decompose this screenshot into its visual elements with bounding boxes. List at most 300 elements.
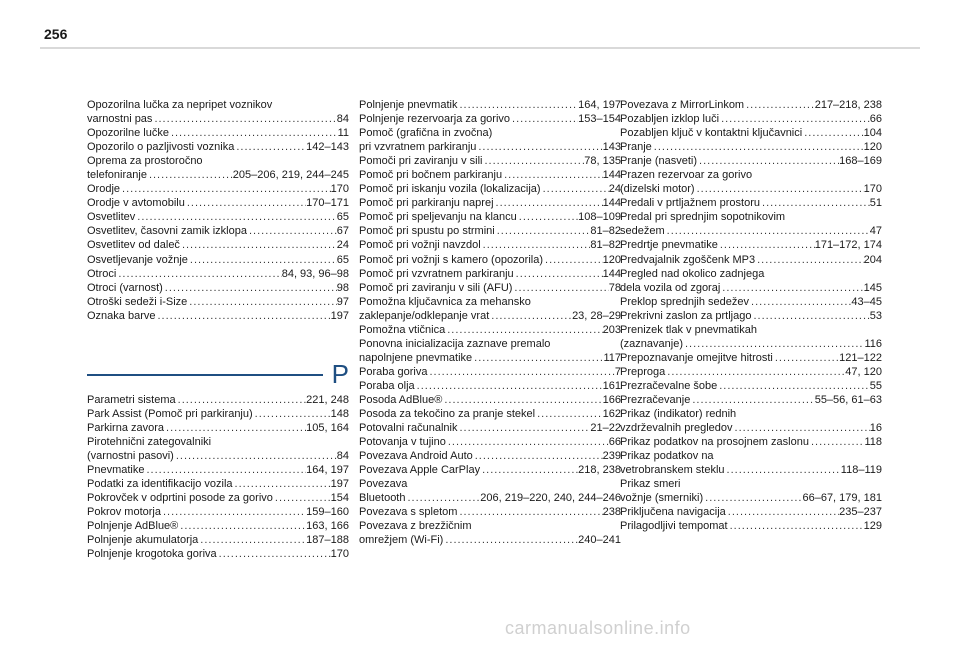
index-entry-term: Polnjenje akumulatorja [87,534,199,547]
page-reference: 197 [330,478,349,491]
page-reference: 170 [863,183,882,196]
index-entry [359,435,621,449]
dot-leader [717,379,870,393]
page-reference: 67 [336,225,349,238]
page-reference: 53 [869,309,882,322]
page-reference: 81–82 [590,239,621,252]
dot-leader [760,196,870,210]
index-entry-term: Pomoč pri iskanju vozila (lokalizacija) [359,183,541,196]
index-entry [87,210,349,224]
dot-leader [733,421,870,435]
index-entry-term: sedežem [620,225,665,238]
page-reference: 108–109 [578,211,621,224]
index-entry-text: Prenizek tlak v pnevmatikah [620,323,757,336]
index-entry-term: Pomoč pri zaviranju v sili (AFU) [359,281,513,294]
index-entry [359,210,621,224]
dot-leader [476,140,602,154]
index-entry-term: telefoniranje [87,169,147,182]
index-entry [87,182,349,196]
index-entry-term: Pranje (nasveti) [620,155,698,168]
dot-leader [495,224,591,238]
index-entry [359,267,621,281]
index-entry [620,126,882,140]
page-reference: 21–22 [590,422,621,435]
index-column-2 [359,98,621,548]
dot-leader [481,238,591,252]
dot-leader [494,196,603,210]
page-reference: 221, 248 [306,393,349,406]
page-reference: 24 [336,239,349,252]
page-reference: 120 [602,253,621,266]
index-column-3 [620,98,882,533]
index-entry [87,309,349,323]
index-column-1 [87,98,349,561]
index-entry [359,421,621,435]
page-reference: 144 [602,169,621,182]
index-entry [620,449,882,477]
page-reference: 187–188 [306,534,349,547]
index-entry-term: Prekrivni zaslon za prtljago [620,309,752,322]
index-entry [620,519,882,533]
index-entry-text: Pomoč (grafična in zvočna) [359,127,493,140]
index-entry-term: Pozabljen izklop luči [620,113,720,126]
page-reference: 154 [330,492,349,505]
index-entry [87,224,349,238]
dot-leader [773,351,839,365]
dot-leader [169,126,338,140]
index-entry-term: Poraba goriva [359,365,428,378]
dot-leader [188,253,337,267]
dot-leader [178,519,306,533]
page-reference: 7 [614,365,621,378]
index-entry-term: Polnjenje krogotoka goriva [87,548,217,561]
index-entry-term: zaklepanje/odklepanje vrat [359,309,490,322]
page-reference: 163, 166 [306,520,349,533]
page-reference: 162 [602,408,621,421]
index-entry [359,196,621,210]
page-reference: 117 [603,351,621,364]
index-entry-term: pri vzvratnem parkiranju [359,141,477,154]
index-entry [87,154,349,182]
dot-leader [703,491,802,505]
index-entry-term: Pranje [620,141,652,154]
dot-leader [147,168,233,182]
page-reference: 148 [330,407,349,420]
index-entry-term: Opozorilne lučke [87,127,169,140]
index-entry-term: Pomožna vtičnica [359,323,446,336]
page-reference: 206, 219–220, 240, 244–246 [480,492,621,505]
index-entry [620,323,882,351]
dot-leader [512,281,608,295]
page-reference: 240–241 [578,534,621,547]
index-entry-term: Podatki za identifikacijo vozila [87,478,233,491]
dot-leader [665,365,845,379]
dot-leader [535,407,603,421]
dot-leader [247,224,337,238]
index-entry-term: vzdrževalnih pregledov [620,422,733,435]
index-entry [620,140,882,154]
header-rule [40,47,920,49]
index-entry-term: Opozorilo o pazljivosti voznika [87,141,235,154]
index-entry-term: Pomoči pri zaviranju v sili [359,155,483,168]
dot-leader [482,154,584,168]
dot-leader [480,463,578,477]
page-reference: 164, 197 [306,463,349,476]
page-reference: 217–218, 238 [814,99,882,111]
page-reference: 170 [330,548,349,561]
index-entry-term: Pokrovček v odprtini posode za gorivo [87,492,273,505]
dot-leader [744,98,815,112]
index-entry [87,253,349,267]
dot-leader [180,238,337,252]
dot-leader [120,182,331,196]
dot-leader [443,533,578,547]
index-entry-term: (zaznavanje) [620,337,683,350]
dot-leader [187,295,336,309]
index-entry [359,168,621,182]
index-entry-term: Otroci (varnost) [87,281,163,294]
index-entry [359,477,621,505]
dot-leader [514,267,603,281]
index-entry [359,407,621,421]
index-entry-text: Pirotehnični zategovalniki [87,435,212,448]
index-entry-text: Predal pri sprednjim sopotnikovim [620,211,786,224]
index-entry [620,267,882,295]
page-reference: 51 [869,197,882,210]
index-entry-term: Potovalni računalnik [359,422,458,435]
index-entry [620,393,882,407]
dot-leader [749,295,851,309]
index-entry-term: Osvetlitev, časovni zamik izklopa [87,225,247,238]
index-entry [87,407,349,421]
index-entry [87,519,349,533]
index-entry [359,98,621,112]
page-reference: 84 [336,113,349,126]
index-entry [620,365,882,379]
page-number: 256 [44,26,68,42]
dot-leader [185,196,306,210]
index-entry-term: Prezračevalne šobe [620,379,718,392]
page-reference: 105, 164 [306,421,349,434]
dot-leader [273,491,331,505]
index-entry [620,210,882,238]
index-entry [359,463,621,477]
index-entry [620,238,882,252]
index-entry-term: vetrobranskem steklu [620,464,725,477]
index-entry-term: (dizelski motor) [620,183,695,196]
index-entry-term: Polnjenje pnevmatik [359,99,458,111]
index-entry-term: Prilagodljivi tempomat [620,520,728,533]
index-entry-text: Prikaz smeri [620,478,681,491]
index-entry-term: Poraba olja [359,379,415,392]
index-entry-term: Povezava Apple CarPlay [359,464,481,477]
index-list [359,98,621,548]
dot-leader [415,379,603,393]
index-entry-term: Parametri sistema [87,393,176,406]
index-entry [87,295,349,309]
index-entry-term: Predvajalnik zgoščenk MP3 [620,253,756,266]
index-entry-term: Pomoč pri vožnji s kamero (opozorila) [359,253,544,266]
page-reference: 129 [863,520,882,533]
page-reference: 170–171 [306,197,349,210]
page-reference: 104 [863,127,882,140]
page-reference: 168–169 [839,155,882,168]
dot-leader [809,435,865,449]
dot-leader [725,463,841,477]
page-reference: 144 [602,267,621,280]
index-entry [87,98,349,126]
index-entry-text: Povezava z brezžičnim [359,520,472,533]
index-entry [87,505,349,519]
dot-leader [719,112,870,126]
index-list [620,98,882,533]
dot-leader [473,449,603,463]
page-reference: 164, 197 [578,99,621,111]
page-reference: 65 [336,211,349,224]
index-entry-term: Polnjenje rezervoarja za gorivo [359,113,511,126]
index-entry-term: Posoda AdBlue® [359,393,443,406]
dot-leader [517,210,578,224]
page-reference: 118 [864,436,882,449]
dot-leader [665,224,870,238]
index-entry [620,98,882,112]
index-entry [87,126,349,140]
dot-leader [543,253,603,267]
index-entry [620,351,882,365]
dot-leader [695,182,864,196]
index-entry-text: Pregled nad okolico zadnjega [620,267,765,280]
dot-leader [472,351,603,365]
index-entry [620,295,882,309]
index-entry [87,393,349,407]
index-entry-term: Preklop sprednjih sedežev [620,295,750,308]
page-reference: 24 [608,183,621,196]
index-list-o [87,98,349,323]
index-entry [359,519,621,547]
dot-leader [755,253,864,267]
page-reference: 145 [863,281,882,294]
page-reference: 161 [602,379,621,392]
index-entry-term: Otroci [87,267,117,280]
index-entry-term: Park Assist (Pomoč pri parkiranju) [87,407,253,420]
page-reference: 98 [336,281,349,294]
index-entry-term: Prikaz podatkov na prosojnem zaslonu [620,436,809,449]
index-entry-term: Parkirna zavora [87,421,165,434]
index-entry [359,253,621,267]
index-entry [359,323,621,337]
index-entry-term: Predali v prtljažnem prostoru [620,197,761,210]
index-entry [359,281,621,295]
dot-leader [164,421,306,435]
index-entry-term: Orodje [87,183,121,196]
page-reference: 65 [336,253,349,266]
page-reference: 66–67, 179, 181 [802,492,882,505]
index-entry [359,505,621,519]
page-reference: 43–45 [851,295,882,308]
page-reference: 203 [602,323,621,336]
page-reference: 238 [602,506,621,519]
page-reference: 218, 238 [578,464,621,477]
dot-leader [751,309,869,323]
index-entry [620,505,882,519]
page-reference: 143 [602,141,621,154]
index-entry-term: Bluetooth [359,492,406,505]
dot-leader [502,168,603,182]
index-entry [359,449,621,463]
dot-leader [161,505,306,519]
index-entry [87,491,349,505]
page-reference: 204 [863,253,882,266]
page-reference: 205–206, 219, 244–245 [232,169,349,182]
index-entry [359,295,621,323]
page-reference: 239 [602,450,621,463]
dot-leader [652,140,864,154]
dot-leader [442,393,602,407]
index-entry [87,477,349,491]
index-entry-term: varnostni pas [87,113,153,126]
index-entry [87,238,349,252]
index-entry [620,168,882,196]
page-reference: 116 [864,337,882,350]
index-entry-term: Oznaka barve [87,309,156,322]
dot-leader [135,210,336,224]
dot-leader [457,98,578,112]
index-entry [87,281,349,295]
index-entry-term: Pomoč pri vzvratnem parkiranju [359,267,514,280]
page-reference: 153–154 [578,113,621,126]
page-reference: 47 [869,225,882,238]
page-reference: 66 [869,113,882,126]
page-reference: 144 [602,197,621,210]
index-entry [87,435,349,463]
index-entry [359,379,621,393]
dot-leader [446,435,609,449]
index-entry [620,253,882,267]
page-reference: 159–160 [306,506,349,519]
index-entry-term: Osvetlitev od daleč [87,239,180,252]
index-entry-term: napolnjene pnevmatike [359,351,473,364]
index-entry-term: Povezava z MirrorLinkom [620,99,745,111]
dot-leader [233,477,331,491]
index-entry-text: Pomožna ključavnica za mehansko [359,295,531,308]
index-entry-term: Prezračevanje [620,393,691,406]
index-entry-term: Osvetlitev [87,211,136,224]
index-entry [359,182,621,196]
index-entry [359,112,621,126]
index-entry-text: Ponovna inicializacija zaznave premalo [359,337,551,350]
index-entry-term: Pomoč pri bočnem parkiranju [359,169,503,182]
index-entry [359,393,621,407]
index-entry-term: Povezava s spletom [359,506,458,519]
index-entry [87,421,349,435]
index-entry [620,435,882,449]
index-entry [620,309,882,323]
dot-leader [144,463,306,477]
index-entry [359,126,621,154]
index-entry [620,407,882,435]
page-reference: 84, 93, 96–98 [281,267,349,280]
index-entry-term: (varnostni pasovi) [87,449,174,462]
page-reference: 23, 28–29 [572,309,621,322]
page-reference: 166 [602,393,621,406]
index-entry-text: Prikaz (indikator) rednih [620,408,737,421]
dot-leader [234,140,306,154]
page-reference: 97 [336,295,349,308]
index-entry-text: Opozorilna lučka za nepripet voznikov [87,99,273,111]
index-entry-term: Polnjenje AdBlue® [87,520,179,533]
dot-leader [802,126,863,140]
index-entry [359,154,621,168]
dot-leader [253,407,331,421]
index-entry-term: Pokrov motorja [87,506,161,519]
page-reference: 171–172, 174 [814,239,882,252]
index-entry [620,379,882,393]
index-list-p [87,393,349,562]
page-reference: 84 [336,449,349,462]
index-entry-term: omrežjem (Wi-Fi) [359,534,444,547]
index-entry-term: Prepoznavanje omejitve hitrosti [620,351,773,364]
index-entry [87,533,349,547]
page-reference: 55–56, 61–63 [814,393,882,406]
index-entry-term: Otroški sedeži i-Size [87,295,188,308]
dot-leader [728,519,864,533]
dot-leader [720,281,863,295]
dot-leader [428,365,615,379]
dot-leader [445,323,602,337]
index-entry-term: Posoda za tekočino za pranje stekel [359,408,536,421]
index-entry-term: Pomoč pri spustu po strmini [359,225,495,238]
page-reference: 55 [869,379,882,392]
page-reference: 16 [869,422,882,435]
footer-watermark: carmanualsonline.info [505,618,691,638]
index-entry-term: Pomoč pri speljevanju na klancu [359,211,517,224]
index-entry-term: Pnevmatike [87,463,145,476]
dot-leader [489,309,572,323]
index-entry [359,238,621,252]
index-entry-term: Potovanja v tujino [359,436,446,449]
index-entry [620,477,882,505]
page-reference: 235–237 [839,506,882,519]
index-entry-text: Povezava [359,478,408,491]
page-reference: 66 [608,436,621,449]
dot-leader [541,182,609,196]
dot-leader [174,449,337,463]
dot-leader [683,337,864,351]
dot-leader [510,112,578,126]
dot-leader [198,533,306,547]
dot-leader [155,309,330,323]
index-entry [620,112,882,126]
index-entry-text: Prazen rezervoar za gorivo [620,169,753,182]
index-entry-term: Preproga [620,365,666,378]
page-reference: 121–122 [839,351,882,364]
dot-leader [718,238,815,252]
index-entry [359,365,621,379]
index-entry [87,196,349,210]
section-header-p [87,357,349,391]
dot-leader [163,281,337,295]
index-entry [87,463,349,477]
index-entry [620,154,882,168]
page-reference: 197 [330,309,349,322]
section-letter: P [331,358,349,389]
index-entry-text: Prikaz podatkov na [620,450,714,463]
dot-leader [690,393,814,407]
page-reference: 81–82 [590,225,621,238]
index-entry-term: Povezava Android Auto [359,450,473,463]
dot-leader [176,393,307,407]
index-entry [87,267,349,281]
